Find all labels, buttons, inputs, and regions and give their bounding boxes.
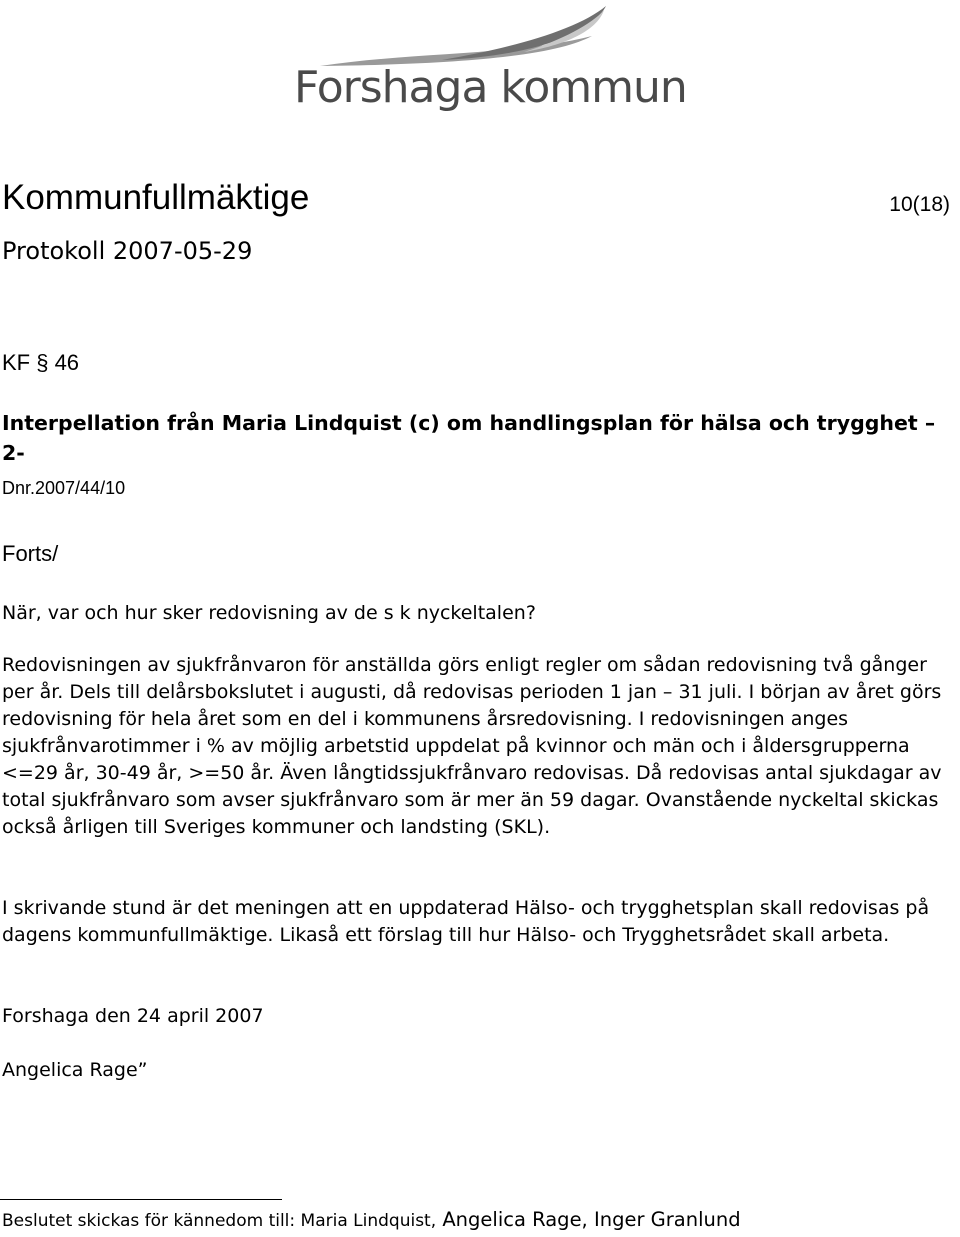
logo-swoosh-icon	[292, 0, 632, 70]
footer-divider	[0, 1199, 282, 1200]
item-heading: Interpellation från Maria Lindquist (c) om handlingsplan för hälsa och trygghet – 2-	[2, 411, 936, 465]
question-paragraph: När, var och hur sker redovisning av de s k nyckeltalen?	[2, 602, 536, 624]
footer-names: Angelica Rage, Inger Granlund	[436, 1208, 741, 1231]
answer-paragraph: Redovisningen av sjukfrånvaron för anställda görs enligt regler om sådan redovisning två gånger per år. Dels till delårsbokslutet i augusti, då redovisas perioden 1 jan – 31 juli. I början av året görs redovisning för hela året som en del i kommunens årsredovisning. I redovisningen anges sjukfrånvarotimmer i % av möjlig arbetstid uppdelat på kvinnor och män och i åldersgrupperna <=29 år, 30-49 år, >=50 år. Även långtidssjukfrånvaro redovisas. Då redovisas antal sjukdagar av total sjukfrånvaro som avser sjukfrånvaro som är mer än 59 dagar. Ovanstående nyckeltal skickas också årligen till Sveriges kommuner och landsting (SKL).	[2, 654, 942, 838]
document-title: Kommunfullmäktige	[2, 178, 310, 217]
signature-name: Angelica Rage”	[2, 1059, 148, 1081]
page-number: 10(18)	[889, 193, 950, 216]
logo-text: Forshaga kommun	[294, 62, 687, 113]
plan-paragraph: I skrivande stund är det meningen att en uppdaterad Hälso- och trygghetsplan skall redovisas på dagens kommunfullmäktige. Likaså ett förslag till hur Hälso- och Trygghetsrådet skall arbeta.	[2, 897, 930, 946]
continued-label: Forts/	[2, 541, 59, 566]
section-number: KF § 46	[2, 350, 80, 375]
protocol-date: Protokoll 2007-05-29	[2, 237, 253, 265]
place-date: Forshaga den 24 april 2007	[2, 1005, 264, 1027]
footer-distribution	[2, 1208, 741, 1231]
footer-label: Beslutet skickas för kännedom till: Maria Lindquist,	[2, 1211, 437, 1231]
diary-number: Dnr.2007/44/10	[2, 478, 126, 498]
forshaga-logo	[292, 0, 687, 120]
